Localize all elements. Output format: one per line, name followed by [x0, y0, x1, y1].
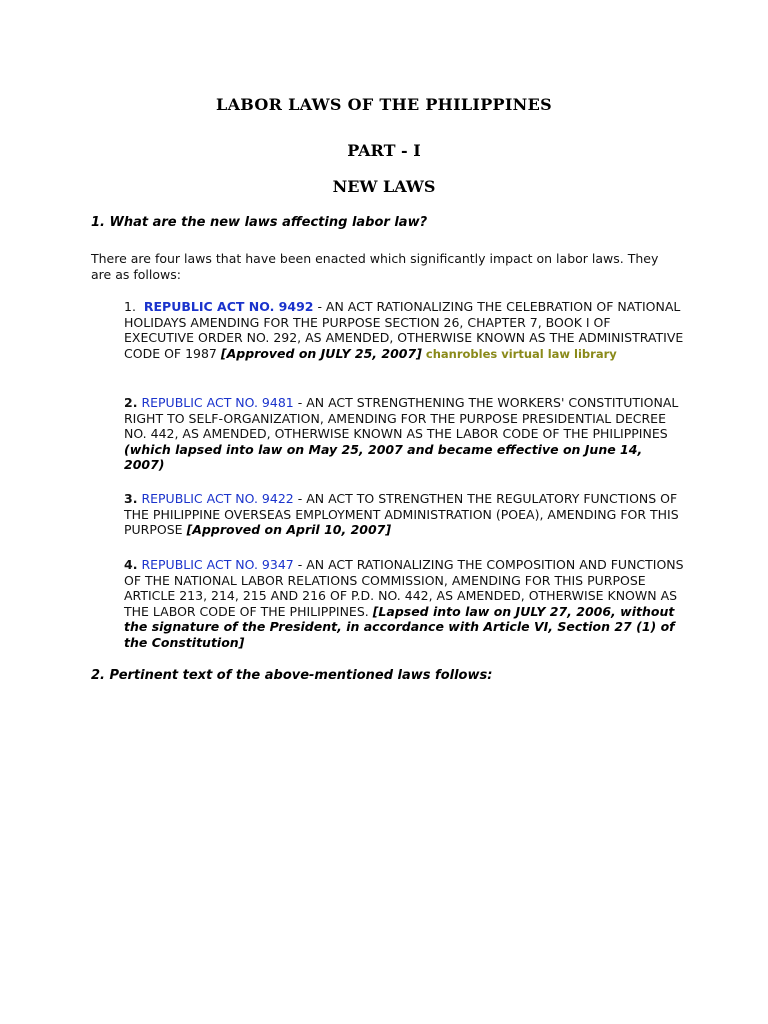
law-item-1	[124, 299, 684, 362]
question-1: 1. What are the new laws affecting labor law?	[91, 215, 428, 230]
item-number: 2.	[124, 395, 138, 410]
question-2: 2. Pertinent text of the above-mentioned laws follows:	[91, 668, 493, 683]
item-number: 4.	[124, 557, 138, 572]
law-item-2	[124, 395, 684, 473]
approval-note: [Approved on JULY 25, 2007]	[220, 345, 422, 361]
act-description: - AN ACT STRENGTHENING THE WORKERS' CONSTITUTIONAL RIGHT TO SELF-ORGANIZATION, AMENDING FOR THE PURPOSE PRESIDENTIAL DECREE NO. 442, AS AMENDED, OTHERWISE KNOWN AS THE LABOR CODE OF THE PHILIPPINES	[124, 395, 679, 441]
item-number: 3.	[124, 491, 138, 506]
approval-note: [Approved on April 10, 2007]	[186, 522, 392, 537]
section-heading: NEW LAWS	[332, 177, 436, 196]
republic-act-link[interactable]: REPUBLIC ACT NO. 9481	[141, 395, 294, 410]
library-credit: chanrobles virtual law library	[425, 346, 617, 361]
approval-note: (which lapsed into law on May 25, 2007 and became effective on June 14, 2007)	[124, 441, 643, 472]
approval-note: [Lapsed into law on JULY 27, 2006, without the signature of the President, in accordance with Article VI, Section 27 (1) of the Constitution]	[124, 603, 675, 650]
republic-act-link[interactable]: REPUBLIC ACT NO. 9347	[141, 557, 294, 572]
item-number: 1.	[124, 299, 136, 314]
act-description: - AN ACT RATIONALIZING THE CELEBRATION OF NATIONAL HOLIDAYS AMENDING FOR THE PURPOSE SECTION 26, CHAPTER 7, BOOK I OF EXECUTIVE ORDER NO. 292, AS AMENDED, OTHERWISE KNOWN AS THE ADMINISTRATIVE CODE OF 1987	[124, 299, 684, 361]
act-description: - AN ACT TO STRENGTHEN THE REGULATORY FUNCTIONS OF THE PHILIPPINE OVERSEAS EMPLOYMENT ADMINISTRATION (POEA), AMENDING FOR THIS PURPOSE	[124, 491, 679, 537]
document-title: LABOR LAWS OF THE PHILIPPINES	[216, 95, 552, 114]
law-item-3	[124, 491, 684, 538]
republic-act-link[interactable]: REPUBLIC ACT NO. 9492	[143, 299, 314, 314]
law-item-4	[124, 557, 684, 650]
intro-paragraph: There are four laws that have been enacted which significantly impact on labor laws. They are as follows:	[91, 251, 659, 282]
part-heading: PART - I	[347, 141, 421, 160]
republic-act-link[interactable]: REPUBLIC ACT NO. 9422	[141, 491, 294, 506]
act-description: - AN ACT RATIONALIZING THE COMPOSITION AND FUNCTIONS OF THE NATIONAL LABOR RELATIONS COMMISSION, AMENDING FOR THIS PURPOSE ARTICLE 213, 214, 215 AND 216 OF P.D. NO. 442, AS AMENDED, OTHERWISE KNOWN AS THE LABOR CODE OF THE PHILIPPINES.	[124, 557, 684, 619]
